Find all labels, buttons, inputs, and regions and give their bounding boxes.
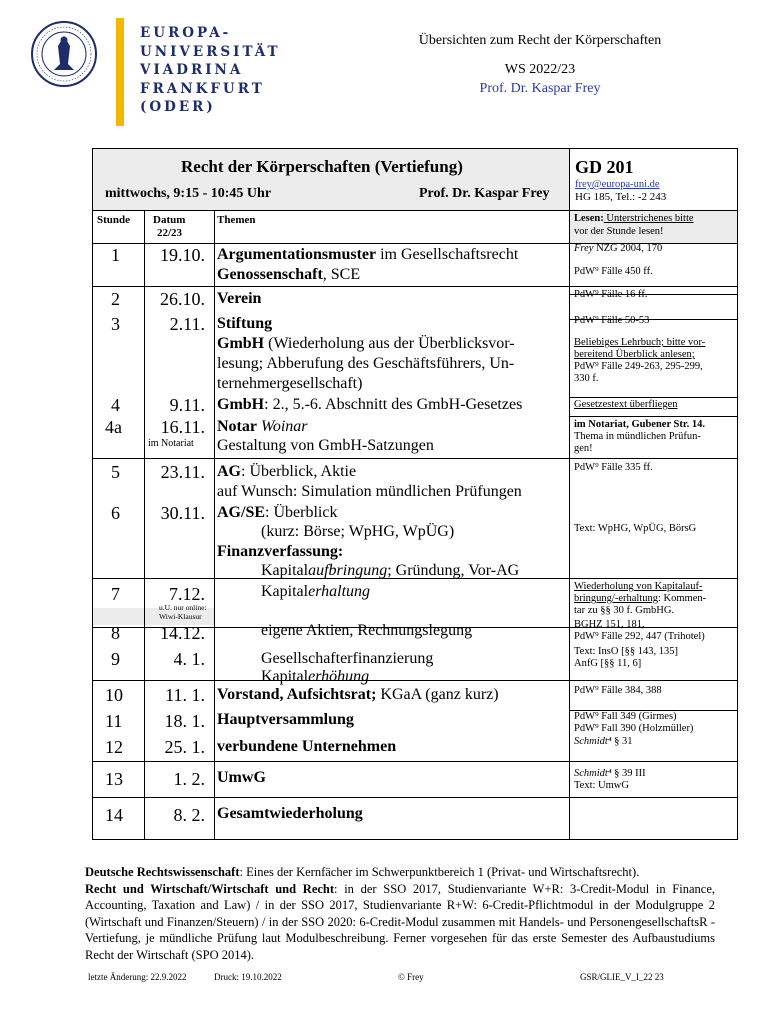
- session-date: 1. 2.: [173, 769, 205, 789]
- footer-line-1: Deutsche Rechtswissenschaft: Eines der Kernfächer im Schwerpunktbereich 1 (Privat- und Wirtschaftsrecht).: [85, 865, 640, 879]
- session-topic: auf Wunsch: Simulation mündlichen Prüfungen: [217, 483, 522, 500]
- column-header-datum: Datum: [153, 214, 186, 226]
- session-number: 13: [105, 769, 123, 789]
- session-date: 23.11.: [160, 462, 205, 482]
- session-topic: Kapitalaufbringung; Gründung, Vor-AG: [261, 562, 520, 579]
- session-topic: AG/SE: Überblick: [217, 504, 338, 521]
- session-number: 1: [111, 245, 120, 265]
- session-number: 10: [105, 685, 123, 705]
- reading-note: AnfG [§§ 11, 6]: [574, 658, 642, 669]
- wordmark-line: VIADRINA: [140, 62, 244, 78]
- session-number: 4: [111, 395, 120, 415]
- session-date: 8. 2.: [173, 805, 205, 825]
- copyright: © Frey: [398, 972, 424, 982]
- reading-note: PdW⁹ Fälle 16 ff.: [574, 289, 648, 300]
- reading-note: PdW⁹ Fall 390 (Holzmüller): [574, 723, 694, 734]
- reading-note: BGHZ 151, 181,: [574, 619, 645, 630]
- wordmark-line: EUROPA-: [140, 25, 232, 41]
- office-info: HG 185, Tel.: -2 243: [575, 191, 667, 203]
- reading-note: Gesetzestext überfliegen: [574, 399, 678, 410]
- schedule-table: [92, 148, 738, 840]
- logo-accent-bar: [116, 18, 124, 126]
- session-topic: Kapitalerhaltung: [261, 583, 371, 600]
- column-header-themen: Themen: [217, 214, 256, 226]
- column-divider: [569, 149, 570, 839]
- lesen-instruction-line2: vor der Stunde lesen!: [574, 226, 664, 237]
- print-date: Druck: 19.10.2022: [214, 972, 282, 982]
- reading-note: PdW⁹ Fälle 450 ff.: [574, 266, 653, 277]
- column-divider: [214, 210, 215, 839]
- session-date-note: Wiwi-Klausur: [159, 612, 202, 621]
- session-number: 5: [111, 462, 120, 482]
- wordmark-line: (ODER): [140, 99, 216, 115]
- reading-note: Schmidt⁴ § 39 III: [574, 768, 646, 779]
- session-date: 16.11.: [160, 417, 205, 437]
- session-topic: (kurz: Börse; WpHG, WpÜG): [261, 523, 455, 540]
- reading-note: bringung/-erhaltung: Kommen-: [574, 593, 707, 604]
- footer-line-2: Recht und Wirtschaft/Wirtschaft und Recht: in der SSO 2017, Studienvariante W+R: 3-Credit-Modul in Finance, Accounting, Taxation and Law) / in der SSO 2017, Studienvariante R+W: 6-Credit-Pflichtmodul in der Modulgruppe 2 (Wirtschaft und Finanzen/Steuern) / in der SSO 2020: 6-Credit-Modul zusammen mit Handels- und PersonengesellschaftsR - Vertiefung, je mündliche Prüfung laut Modulbeschreibung. Ferner vorgesehen für das erste Semester des Aufbaustudiums Recht der Wirtschaft (SPO 2014).: [85, 881, 715, 962]
- document-code: GSR/GLIE_V_I_22 23: [580, 972, 664, 982]
- course-room: GD 201: [575, 157, 634, 177]
- document-title: Übersichten zum Recht der Körperschaften: [418, 33, 662, 48]
- reading-note: PdW⁹ Fälle 292, 447 (Trihotel): [574, 631, 705, 642]
- lesen-instruction: Unterstrichenes bitte: [603, 213, 694, 224]
- session-topic: Notar Woinar: [217, 418, 308, 435]
- reading-note: PdW⁹ Fälle 249-263, 295-299,: [574, 361, 703, 372]
- note-divider: [569, 397, 737, 398]
- session-date: 9.11.: [169, 395, 205, 415]
- reading-note: bereitend Überblick anlesen;: [574, 349, 695, 360]
- reading-note: Text: UmwG: [574, 780, 629, 791]
- session-number: 11: [105, 711, 123, 731]
- session-topic: AG: Überblick, Aktie: [217, 463, 357, 480]
- university-seal-logo: [30, 20, 98, 88]
- session-topic: GmbH (Wiederholung aus der Überblicksvor-: [217, 335, 515, 352]
- session-topic: UmwG: [217, 769, 266, 786]
- email-link[interactable]: frey@europa-uni.de: [575, 179, 660, 190]
- column-header-lesen: [574, 213, 694, 225]
- row-divider: [93, 761, 737, 762]
- reading-note: 330 f.: [574, 373, 599, 384]
- session-date: 2.11.: [169, 314, 205, 334]
- column-header-semester: 22/23: [157, 227, 183, 239]
- university-wordmark: [140, 24, 281, 117]
- course-title: Recht der Körperschaften (Vertiefung): [181, 157, 463, 176]
- row-divider: [93, 210, 737, 211]
- session-date: 19.10.: [160, 245, 205, 265]
- reading-note: PdW⁹ Fälle 335 ff.: [574, 462, 653, 473]
- session-date: 26.10.: [160, 289, 205, 309]
- reading-note: Frey NZG 2004, 170: [574, 243, 663, 254]
- session-date: 4. 1.: [173, 649, 205, 669]
- reading-note: Wiederholung von Kapitalauf-: [574, 581, 703, 592]
- session-number: 4a: [105, 417, 122, 437]
- reading-note: Beliebiges Lehrbuch; bitte vor-: [574, 337, 706, 348]
- session-number: 7: [111, 584, 120, 604]
- session-topic: Stiftung: [217, 315, 273, 332]
- wordmark-line: UNIVERSITÄT: [140, 43, 281, 60]
- reading-note: Text: InsO [§§ 143, 135]: [574, 646, 678, 657]
- reading-note: PdW⁹ Fälle 50-53: [574, 315, 650, 326]
- last-changed: letzte Änderung: 22.9.2022: [88, 972, 187, 982]
- course-schedule: mittwochs, 9:15 - 10:45 Uhr: [105, 186, 272, 201]
- wordmark-line: FRANKFURT: [140, 80, 265, 97]
- session-date: 30.11.: [160, 503, 205, 523]
- session-topic: Vorstand, Aufsichtsrat; KGaA (ganz kurz): [217, 686, 499, 703]
- session-date-note: u.U. nur online:: [159, 603, 207, 612]
- reading-note: gen!: [574, 443, 593, 454]
- session-topic: Finanzverfassung:: [217, 543, 344, 560]
- session-number: 2: [111, 289, 120, 309]
- session-date: 14.12.: [160, 623, 205, 643]
- course-lecturer: Prof. Dr. Kaspar Frey: [419, 186, 550, 201]
- session-number: 3: [111, 314, 120, 334]
- session-topic: ternehmergesellschaft): [217, 375, 363, 392]
- session-number: 12: [105, 737, 123, 757]
- professor-name: Prof. Dr. Kaspar Frey: [479, 81, 601, 96]
- semester: WS 2022/23: [504, 62, 576, 77]
- session-topic: eigene Aktien, Rechnungslegung: [261, 622, 473, 639]
- session-topic: Verein: [217, 290, 262, 307]
- reading-note: Thema in mündlichen Prüfun-: [574, 431, 701, 442]
- row-divider: [93, 680, 737, 681]
- session-number: 6: [111, 503, 120, 523]
- session-date-note: im Notariat: [148, 438, 194, 449]
- session-topic: Gesamtwiederholung: [217, 805, 363, 822]
- reading-note: PdW⁹ Fall 349 (Girmes): [574, 711, 677, 722]
- footer-paragraph: [85, 864, 715, 963]
- lesen-label: Lesen:: [574, 213, 604, 224]
- reading-note: PdW⁹ Fälle 384, 388: [574, 685, 662, 696]
- session-topic: lesung; Abberufung des Geschäftsführers, Un-: [217, 355, 515, 372]
- session-date: 25. 1.: [164, 737, 205, 757]
- reading-note: im Notariat, Gubener Str. 14.: [574, 419, 705, 430]
- session-number: 8: [111, 623, 120, 643]
- reading-note: Schmidt⁴ § 31: [574, 736, 633, 747]
- session-number: 9: [111, 649, 120, 669]
- reading-note: Text: WpHG, WpÜG, BörsG: [574, 523, 697, 534]
- session-topic: Gesellschafterfinanzierung: [261, 650, 434, 667]
- reading-note: tar zu §§ 30 f. GmbHG.: [574, 605, 675, 616]
- column-header-stunde: Stunde: [97, 214, 131, 226]
- session-topic: Gestaltung von GmbH-Satzungen: [217, 437, 434, 454]
- session-topic: verbundene Unternehmen: [217, 738, 397, 755]
- row-divider: [93, 286, 737, 287]
- session-topic: Kapitalerhöhung: [261, 668, 370, 685]
- session-topic: GmbH: 2., 5.-6. Abschnitt des GmbH-Gesetzes: [217, 396, 523, 413]
- row-divider: [93, 797, 737, 798]
- session-topic: Genossenschaft, SCE: [217, 266, 361, 283]
- session-number: 14: [105, 805, 123, 825]
- session-date: 7.12.: [169, 584, 205, 604]
- session-topic: Hauptversammlung: [217, 711, 354, 728]
- session-topic: Argumentationsmuster im Gesellschaftsrecht: [217, 246, 519, 263]
- row-divider: [93, 458, 737, 459]
- session-date: 11. 1.: [165, 685, 205, 705]
- note-divider: [569, 416, 737, 417]
- session-date: 18. 1.: [164, 711, 205, 731]
